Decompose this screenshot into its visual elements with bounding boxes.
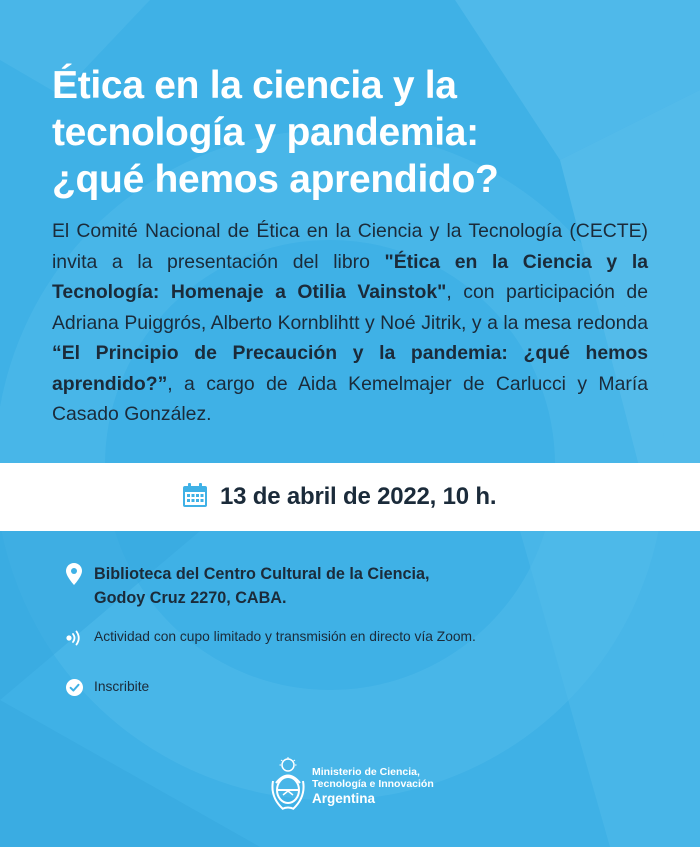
panel-title: “El Principio de Precaución y la pandemia: ¿qué hemos aprendido?” (52, 342, 648, 395)
calendar-icon (182, 482, 208, 513)
description-text: , con participación de Adriana Puiggrós, Alberto Kornblihtt y Noé Jitrik, y a la mesa redonda (52, 281, 648, 334)
broadcast-icon (66, 630, 84, 651)
broadcast-text: Actividad con cupo limitado y transmisión en directo vía Zoom. (94, 629, 476, 644)
country-name: Argentina (312, 791, 376, 806)
location-line: Biblioteca del Centro Cultural de la Ciencia, (94, 565, 430, 583)
ministry-name (312, 766, 434, 808)
title-line: ¿qué hemos aprendido? (52, 158, 499, 201)
ministry-line: Ministerio de Ciencia, (312, 766, 420, 778)
event-date: 13 de abril de 2022, 10 h. (220, 483, 497, 510)
description-text: , a cargo de Aida Kemelmajer de Carlucci y María Casado González. (52, 372, 648, 425)
coat-of-arms-icon (270, 757, 306, 818)
title-line: tecnología y pandemia: (52, 111, 479, 154)
date-band (0, 463, 700, 531)
title-line: Ética en la ciencia y la (52, 64, 457, 107)
ministry-logo (270, 757, 440, 813)
ministry-line: Tecnología e Innovación (312, 778, 434, 790)
event-description (52, 216, 648, 430)
map-pin-icon (66, 563, 82, 590)
event-title (52, 62, 672, 203)
register-text[interactable]: Inscribite (94, 679, 150, 694)
location-line: Godoy Cruz 2270, CABA. (94, 589, 287, 607)
check-circle-icon (66, 679, 83, 701)
description-text: El Comité Nacional de Ética en la Ciencia y la Tecnología (CECTE) invita a la presentación del libro (52, 220, 648, 273)
book-title: "Ética en la Ciencia y la Tecnología: Homenaje a Otilia Vainstok" (52, 250, 648, 303)
